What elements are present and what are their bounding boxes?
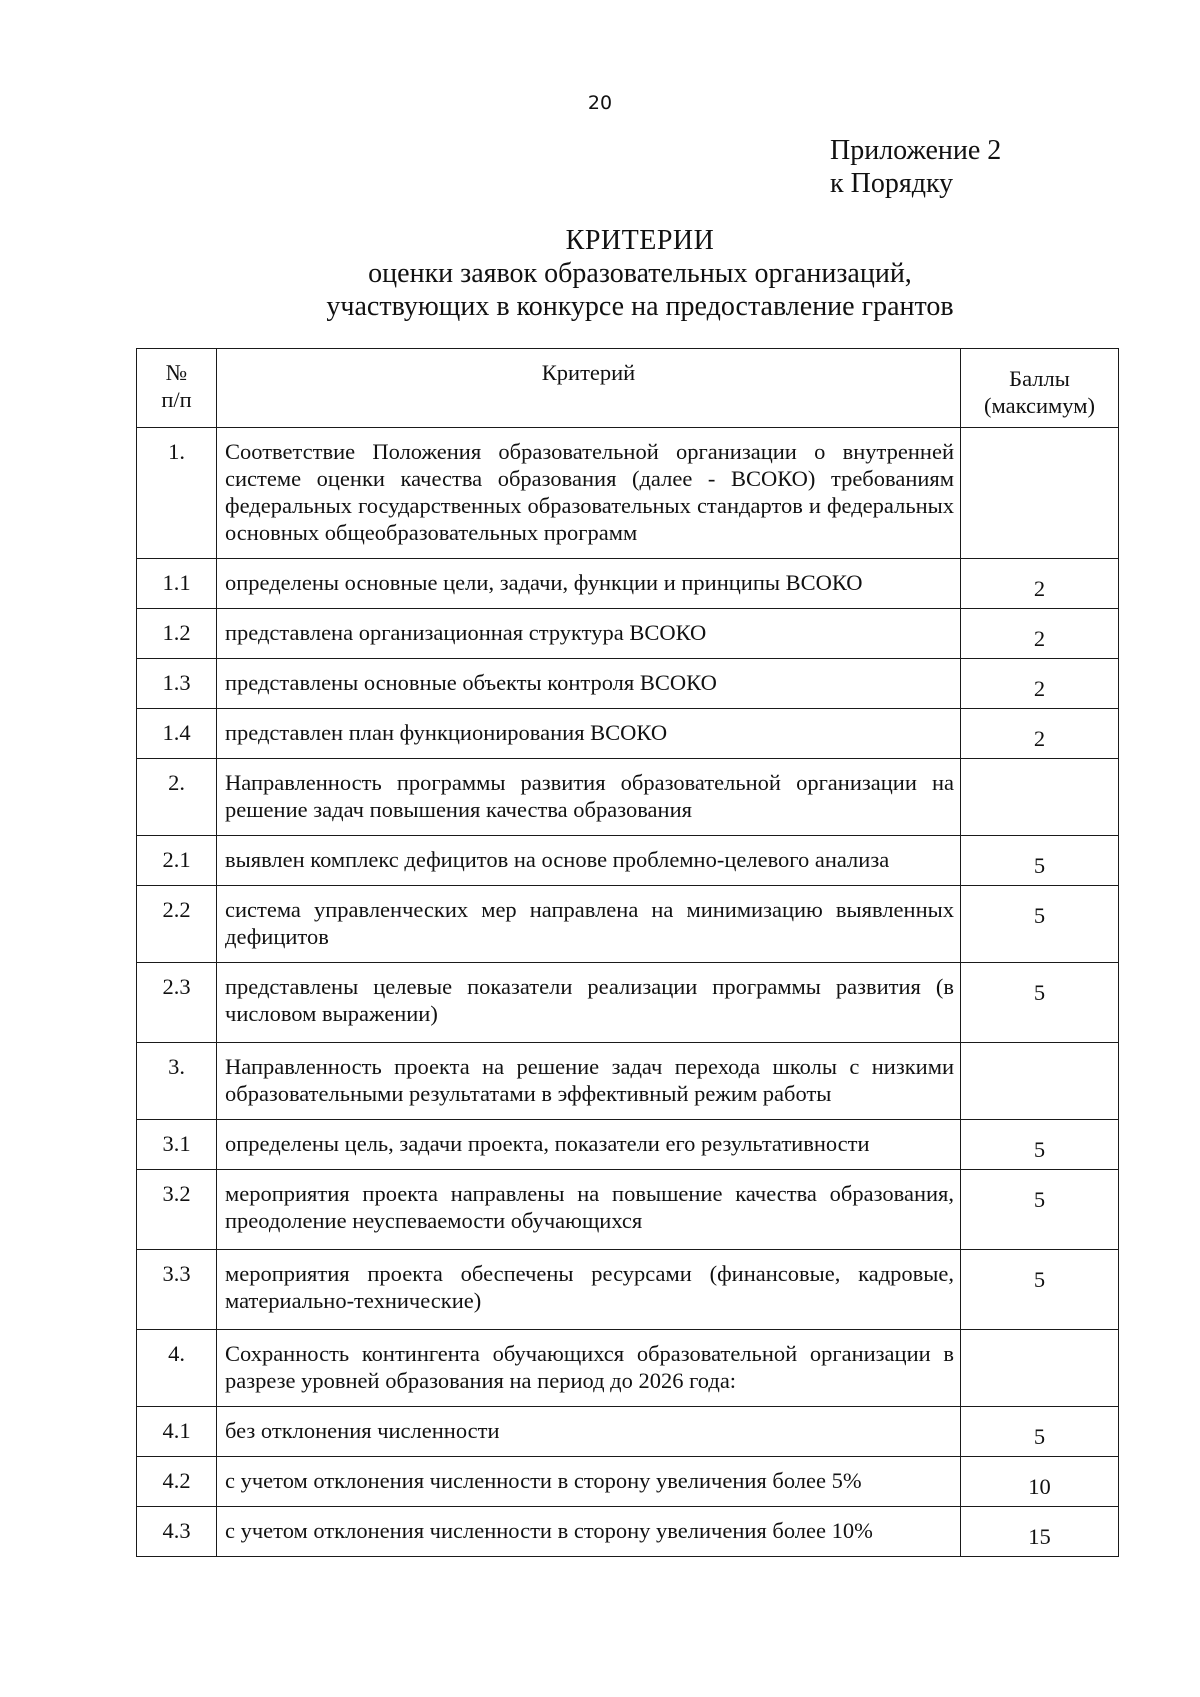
table-row	[137, 1457, 1119, 1507]
header-score-line-2: (максимум)	[984, 393, 1095, 418]
row-score	[961, 759, 1119, 836]
row-score: 2	[961, 659, 1119, 709]
criteria-table	[136, 348, 1119, 1557]
row-criterion: без отклонения численности	[217, 1407, 961, 1457]
table-row	[137, 1250, 1119, 1330]
row-criterion: представлена организационная структура ВСОКО	[217, 609, 961, 659]
row-criterion: определены основные цели, задачи, функции и принципы ВСОКО	[217, 559, 961, 609]
row-score	[961, 1043, 1119, 1120]
row-criterion: Сохранность контингента обучающихся образовательной организации в разрезе уровней образования на период до 2026 года:	[217, 1330, 961, 1407]
row-number: 2.2	[137, 886, 217, 963]
table-row	[137, 1507, 1119, 1557]
row-number: 2.1	[137, 836, 217, 886]
header-number-line-2: п/п	[161, 387, 192, 412]
row-number: 1.2	[137, 609, 217, 659]
header-score	[961, 349, 1119, 428]
row-number: 2.3	[137, 963, 217, 1043]
table-row	[137, 836, 1119, 886]
table-row	[137, 1120, 1119, 1170]
table-row	[137, 559, 1119, 609]
row-criterion: с учетом отклонения численности в сторону увеличения более 5%	[217, 1457, 961, 1507]
row-criterion: Направленность проекта на решение задач перехода школы с низкими образовательными результатами в эффективный режим работы	[217, 1043, 961, 1120]
row-number: 1.4	[137, 709, 217, 759]
row-criterion: представлены основные объекты контроля ВСОКО	[217, 659, 961, 709]
row-score: 2	[961, 709, 1119, 759]
appendix-line-1: Приложение 2	[830, 135, 1002, 166]
row-score: 15	[961, 1507, 1119, 1557]
document-title: КРИТЕРИИ	[565, 225, 715, 256]
table-row	[137, 709, 1119, 759]
row-criterion: представлен план функционирования ВСОКО	[217, 709, 961, 759]
row-number: 3.3	[137, 1250, 217, 1330]
appendix-reference	[830, 134, 1001, 200]
document-heading	[0, 224, 1200, 323]
row-score: 5	[961, 836, 1119, 886]
row-number: 3.1	[137, 1120, 217, 1170]
row-score: 5	[961, 1407, 1119, 1457]
row-number: 3.	[137, 1043, 217, 1120]
row-criterion: мероприятия проекта направлены на повышение качества образования, преодоление неуспеваемости обучающихся	[217, 1170, 961, 1250]
row-number: 4.2	[137, 1457, 217, 1507]
appendix-line-2: к Порядку	[830, 168, 954, 199]
row-score: 2	[961, 559, 1119, 609]
header-number-line-1: №	[165, 360, 188, 385]
row-number: 2.	[137, 759, 217, 836]
row-number: 4.	[137, 1330, 217, 1407]
header-number	[137, 349, 217, 428]
row-score: 5	[961, 963, 1119, 1043]
header-score-line-1: Баллы	[1009, 366, 1070, 391]
table-row	[137, 1043, 1119, 1120]
row-criterion: выявлен комплекс дефицитов на основе проблемно-целевого анализа	[217, 836, 961, 886]
row-score: 10	[961, 1457, 1119, 1507]
page-number: 20	[587, 92, 613, 114]
row-score: 5	[961, 886, 1119, 963]
row-criterion: Направленность программы развития образовательной организации на решение задач повышения качества образования	[217, 759, 961, 836]
table-row	[137, 886, 1119, 963]
row-number: 1.1	[137, 559, 217, 609]
document-subtitle-line-2: участвующих в конкурсе на предоставление грантов	[326, 291, 954, 322]
table-row	[137, 1330, 1119, 1407]
table-row	[137, 609, 1119, 659]
row-score	[961, 428, 1119, 559]
row-score: 2	[961, 609, 1119, 659]
row-score: 5	[961, 1250, 1119, 1330]
row-criterion: определены цель, задачи проекта, показатели его результативности	[217, 1120, 961, 1170]
row-criterion: Соответствие Положения образовательной организации о внутренней системе оценки качества образования (далее - ВСОКО) требованиям федеральных государственных образовательных стандартов и федеральных основных общеобразовательных программ	[217, 428, 961, 559]
row-number: 1.	[137, 428, 217, 559]
table-header-row	[137, 349, 1119, 428]
row-number: 4.3	[137, 1507, 217, 1557]
table-row	[137, 759, 1119, 836]
row-number: 4.1	[137, 1407, 217, 1457]
row-score	[961, 1330, 1119, 1407]
row-criterion: с учетом отклонения численности в сторону увеличения более 10%	[217, 1507, 961, 1557]
row-number: 1.3	[137, 659, 217, 709]
row-score: 5	[961, 1170, 1119, 1250]
row-score: 5	[961, 1120, 1119, 1170]
row-criterion: система управленческих мер направлена на минимизацию выявленных дефицитов	[217, 886, 961, 963]
table-row	[137, 963, 1119, 1043]
document-subtitle-line-1: оценки заявок образовательных организаций,	[368, 258, 912, 289]
table-row	[137, 1407, 1119, 1457]
row-number: 3.2	[137, 1170, 217, 1250]
table-row	[137, 428, 1119, 559]
table-row	[137, 659, 1119, 709]
row-criterion: мероприятия проекта обеспечены ресурсами (финансовые, кадровые, материально-технические)	[217, 1250, 961, 1330]
table-row	[137, 1170, 1119, 1250]
header-criterion: Критерий	[217, 349, 961, 428]
row-criterion: представлены целевые показатели реализации программы развития (в числовом выражении)	[217, 963, 961, 1043]
